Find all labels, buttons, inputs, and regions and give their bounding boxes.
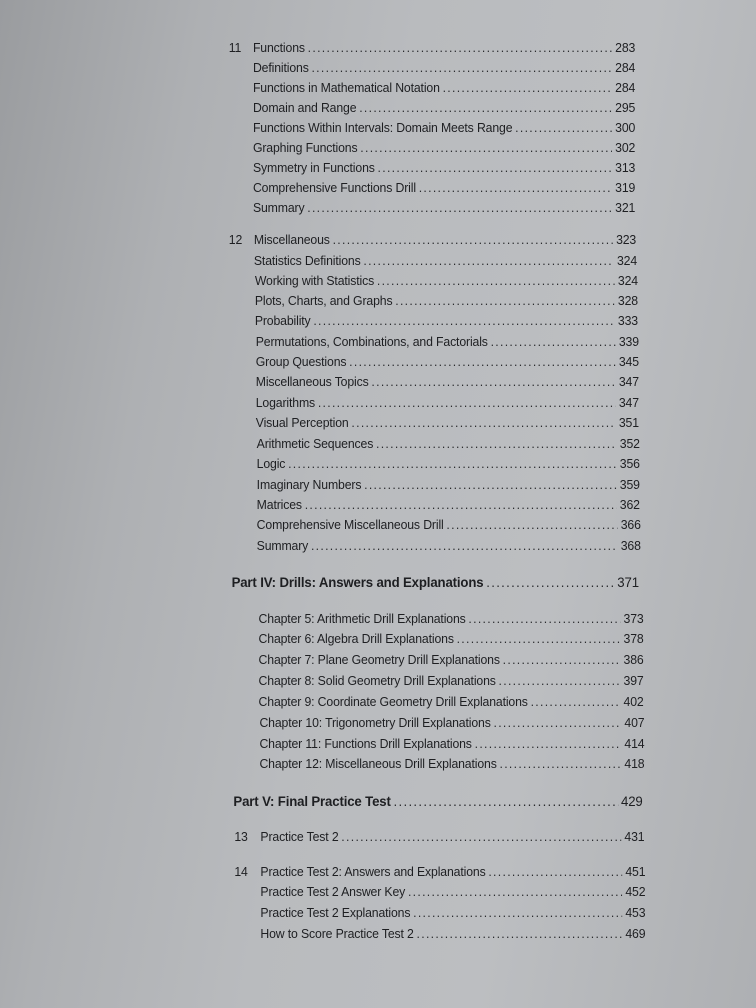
leader-dots [360,138,612,158]
toc-entry [256,413,639,433]
leader-dots [307,198,612,218]
page-number: 302 [615,140,636,155]
entry-title: Practice Test 2 Answer Key [260,884,406,899]
toc-entry [257,515,641,535]
page-number: 451 [625,864,646,879]
toc-entry-row [0,754,703,774]
toc-entry-row [0,158,703,178]
leader-dots [311,58,611,78]
toc-entry-row [0,98,703,118]
page-number: 429 [621,794,643,810]
entry-title: How to Score Practice Test 2 [260,926,414,941]
toc-entry-row [0,650,703,670]
leader-dots [499,671,621,691]
toc-entry [254,251,637,271]
entry-title: Miscellaneous Topics [255,374,369,389]
toc-entry [259,754,644,774]
toc-entry [259,609,644,629]
leader-dots [457,629,621,649]
toc-entry-row [0,118,703,138]
leader-dots [443,78,612,98]
page-number: 324 [617,273,638,288]
entry-title: Functions in Mathematical Notation [252,80,440,95]
chapter-title: Practice Test 2 [260,829,339,844]
toc-entry-row [0,495,703,515]
toc-entry-row [0,475,703,495]
toc-entry [259,629,644,649]
part-entry [233,792,642,812]
toc-entry [256,372,639,392]
chapter-11-row [0,38,703,58]
toc-entry [259,734,644,754]
toc-entry [257,495,640,515]
toc-entry-row [0,536,703,556]
leader-dots [308,38,612,58]
toc-entry-row [0,178,703,198]
entry-title: Symmetry in Functions [252,160,375,175]
leader-dots [419,178,612,198]
toc-entry [257,536,641,556]
toc-entry-row [0,454,703,474]
page-number: 469 [625,926,646,941]
toc-entry-row [0,393,703,413]
toc-entry [253,138,635,158]
entry-title: Logarithms [255,395,316,410]
toc-entry-row [0,58,703,78]
toc-entry-row [0,311,703,331]
toc-entry [256,332,639,352]
toc-entry [255,311,638,331]
page-number: 414 [624,736,645,751]
chapter-12-row [0,230,703,250]
chapter-entry [253,38,635,58]
leader-dots [413,903,622,923]
leader-dots [288,454,616,474]
page-number: 418 [624,756,645,771]
page-number: 407 [624,715,645,730]
leader-dots [318,393,616,413]
page-number: 453 [625,905,646,920]
chapter-number: 13 [234,829,248,844]
page-number: 300 [615,120,636,135]
leader-dots [351,413,615,433]
toc-entry [260,882,645,902]
page-number: 373 [623,611,644,626]
toc-entry-row [0,372,703,392]
toc-entry [253,98,635,118]
leader-dots [531,692,621,712]
page-number: 452 [625,884,646,899]
toc-entry [253,118,635,138]
toc-entry [253,158,635,178]
toc-entry-row [0,271,703,291]
leader-dots [376,434,617,454]
chapter-entry [260,827,644,847]
chapter-number: 12 [228,232,243,247]
leader-dots [349,352,615,372]
entry-title: Chapter 10: Trigonometry Drill Explanations [259,715,491,730]
page-number: 345 [618,354,639,369]
toc-entry [255,271,638,291]
toc-entry-row [0,609,703,629]
leader-dots [499,754,621,774]
entry-title: Chapter 7: Plane Geometry Drill Explanations [258,652,500,667]
toc-entry-row [0,671,703,691]
entry-title: Definitions [252,60,309,75]
page-number: 402 [623,694,644,709]
entry-title: Statistics Definitions [253,253,361,268]
leader-dots [408,882,622,902]
leader-dots [486,573,614,593]
page-number: 283 [615,40,636,55]
toc-entry-row [0,251,703,271]
entry-title: Summary [256,538,309,553]
chapter-entry [254,230,636,250]
chapter-number: 14 [234,864,248,879]
page-number: 378 [623,631,644,646]
page-number: 284 [615,60,636,75]
toc-entry [260,924,645,944]
entry-title: Group Questions [255,354,347,369]
entry-title: Working with Statistics [254,273,375,288]
leader-dots [377,271,615,291]
leader-dots [333,230,613,250]
chapter-entry [260,862,645,882]
leader-dots [468,609,620,629]
entry-title: Arithmetic Sequences [256,436,374,451]
leader-dots [488,862,622,882]
entry-title: Chapter 9: Coordinate Geometry Drill Explanations [258,694,528,709]
part-5-row [0,792,703,812]
toc-entry [253,58,635,78]
leader-dots [491,332,616,352]
page-number: 359 [619,477,640,492]
toc-entry [257,434,640,454]
toc-entry [257,454,640,474]
toc-entry-row [0,78,703,98]
chapter-14-row [0,862,703,882]
page-number: 356 [619,456,640,471]
part-title: Part IV: Drills: Answers and Explanations [231,575,484,591]
page-number: 368 [620,538,641,553]
leader-dots [313,311,614,331]
chapter-number: 11 [228,40,242,55]
leader-dots [311,536,618,556]
chapter-13-row [0,827,703,847]
toc-entry [253,198,635,218]
part-entry [232,573,639,593]
entry-title: Graphing Functions [252,140,358,155]
entry-title: Summary [252,200,305,215]
page-number: 313 [615,160,636,175]
leader-dots [363,251,613,271]
leader-dots [515,118,612,138]
toc-entry [259,713,644,733]
page-number: 328 [617,293,638,308]
toc-entry-row [0,198,703,218]
entry-title: Logic [256,456,286,471]
leader-dots [395,291,614,311]
toc-entry-row [0,629,703,649]
toc-entry [260,903,645,923]
toc-entry [259,692,644,712]
entry-title: Visual Perception [255,415,349,430]
toc-entry [256,393,639,413]
leader-dots [378,158,612,178]
entry-title: Practice Test 2 Explanations [260,905,411,920]
toc-entry [259,671,644,691]
page-number: 333 [617,313,638,328]
toc-entry [253,78,635,98]
toc-entry-row [0,332,703,352]
leader-dots [493,713,621,733]
page-number: 319 [615,180,636,195]
toc-entry-row [0,713,703,733]
entry-title: Chapter 12: Miscellaneous Drill Explanations [259,756,497,771]
toc-entry-row [0,924,703,944]
page-number: 347 [618,395,639,410]
leader-dots [503,650,621,670]
leader-dots [417,924,623,944]
leader-dots [341,827,621,847]
chapter-title: Practice Test 2: Answers and Explanations [260,864,486,879]
page-number: 397 [623,673,644,688]
page-number: 323 [616,232,637,247]
toc-entry-row [0,138,703,158]
leader-dots [359,98,612,118]
page-number: 366 [620,517,641,532]
leader-dots [364,475,616,495]
page-number: 347 [618,374,639,389]
leader-dots [446,515,617,535]
entry-title: Chapter 6: Algebra Drill Explanations [258,631,454,646]
toc-entry [256,352,639,372]
entry-title: Comprehensive Functions Drill [252,180,416,195]
chapter-title: Miscellaneous [253,232,330,247]
toc-entry-row [0,734,703,754]
chapter-title: Functions [252,40,305,55]
entry-title: Permutations, Combinations, and Factorials [255,334,488,349]
toc-entry-row [0,515,703,535]
part-title: Part V: Final Practice Test [233,794,391,810]
entry-title: Functions Within Intervals: Domain Meets Range [252,120,513,135]
page-number: 371 [617,575,639,591]
entry-title: Probability [254,313,311,328]
entry-title: Imaginary Numbers [256,477,362,492]
page-number: 351 [618,415,639,430]
leader-dots [371,372,615,392]
entry-title: Plots, Charts, and Graphs [254,293,393,308]
entry-title: Matrices [256,497,302,512]
toc-entry-row [0,434,703,454]
toc-entry-row [0,291,703,311]
leader-dots [394,792,619,812]
entry-title: Domain and Range [252,100,357,115]
entry-title: Chapter 11: Functions Drill Explanations [259,736,472,751]
page-number: 284 [615,80,636,95]
entry-title: Chapter 8: Solid Geometry Drill Explanations [258,673,496,688]
page-number: 362 [619,497,640,512]
entry-title: Chapter 5: Arithmetic Drill Explanations [258,611,466,626]
toc-entry-row [0,692,703,712]
page-number: 321 [615,200,636,215]
entry-title: Comprehensive Miscellaneous Drill [256,517,444,532]
page-number: 386 [623,652,644,667]
page-number: 324 [616,253,638,268]
toc-entry-row [0,413,703,433]
toc-entry-row [0,352,703,372]
toc-entry [257,475,640,495]
page-number: 295 [615,100,636,115]
page-number: 339 [618,334,639,349]
leader-dots [475,734,622,754]
leader-dots [305,495,617,515]
page-number: 431 [624,829,645,844]
toc-entry-row [0,882,703,902]
toc-entry-row [0,903,703,923]
toc-entry [253,178,635,198]
part-4-row [0,573,703,593]
page-number: 352 [619,436,640,451]
toc-entry [259,650,644,670]
toc-entry [255,291,638,311]
